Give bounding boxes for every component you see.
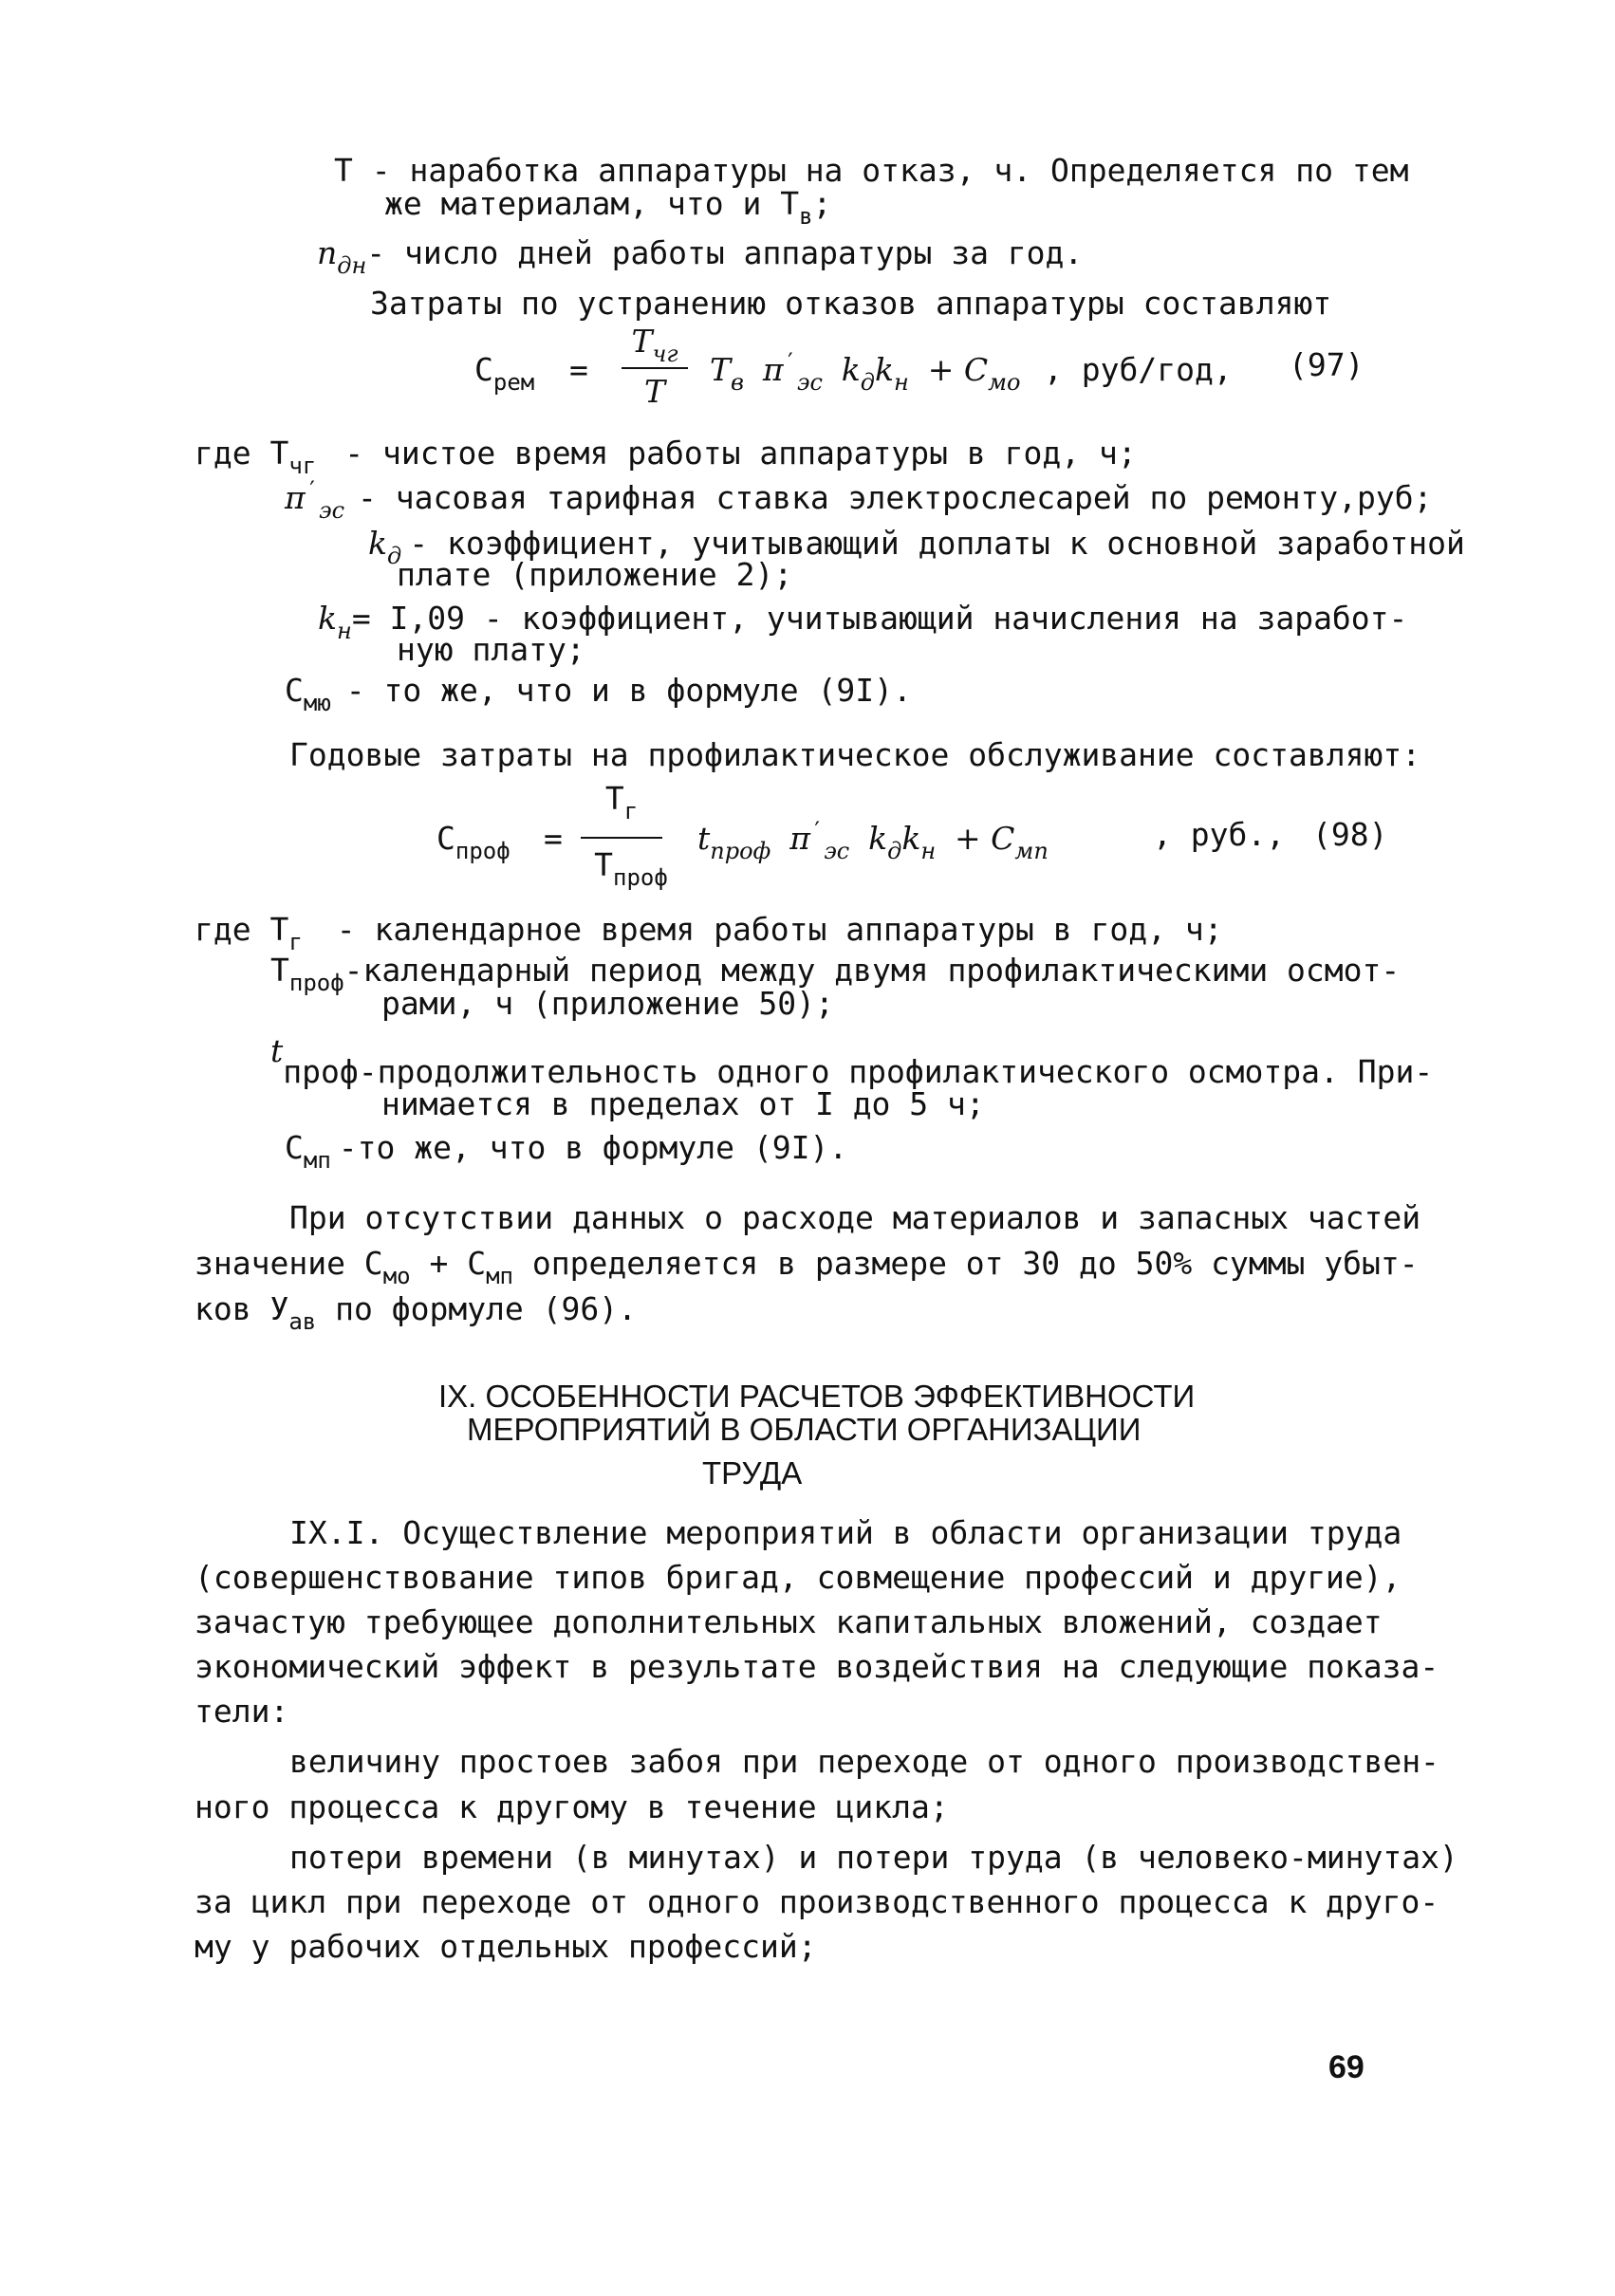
formula-98-intro: Годовые затраты на профилактическое обслуживание составляют: [289,736,1421,773]
formula-97-denominator: Т [643,373,665,410]
formula-97-fraction-bar [622,367,688,369]
formula-97-unit: , руб/год, [1044,351,1233,388]
formula-97-numerator: $Т_{чг}$ [631,323,678,367]
para-materials-line-3: ков $У_{ав}$ по формуле (96). [195,1290,638,1335]
formula-98-lhs: $С_{проф}$ [436,820,510,864]
formula-98-numerator: $Т_г$ [604,780,639,824]
formula-97-terms: $Т_в$ $\pi'_{эс}$ $k_дk_н + С_{мо}$ [710,348,1021,396]
para-materials-line-2: значение $С_{мо} + С_{мп}$ определяется в размере от 30 до 50% суммы убыт- [195,1245,1419,1289]
formula-97-equals: = [569,351,588,388]
w97-line-2: $\pi'_{эс}$ - часовая тарифная ставка электрослесарей по ремонту,руб; [285,476,1433,524]
formula-97-number: (97) [1289,346,1364,383]
para-ix1-line-1: IX.I. Осуществление мероприятий в области организации труда [289,1514,1402,1551]
para-idle-line-2: ного процесса к другому в течение цикла; [195,1788,949,1825]
para-ix1-line-2: (совершенствование типов бригад, совмещение профессий и другие), [195,1559,1402,1596]
w97-line-3-cont: плате (приложение 2); [397,556,793,593]
formula-97-lhs: $С_{рем}$ [474,351,535,396]
page-number: 69 [1328,2049,1364,2085]
w97-line-4: $k_н= I,09$ - коэффициент, учитывающий начисления на заработ- [318,600,1408,644]
w97-line-3: $k_д$ - коэффициент, учитывающий доплаты к основной заработной [368,525,1465,569]
para-losses-line-3: му у рабочих отдельных профессий; [195,1928,817,1965]
formula-98-terms: $t_{проф}$ $\pi'_{эс}$ $k_дk_н + С_{мп}$ [697,817,1049,864]
para-losses-line-2: за цикл при переходе от одного производственного процесса к друго- [195,1883,1439,1920]
section-heading-line-2: МЕРОПРИЯТИЙ В ОБЛАСТИ ОРГАНИЗАЦИИ [467,1412,1142,1447]
formula-97-intro: Затраты по устранению отказов аппаратуры составляют [370,285,1332,322]
para-ix1-line-3: зачастую требующее дополнительных капитальных вложений, создает [195,1603,1383,1640]
section-heading-line-3: ТРУДА [702,1455,803,1491]
para-materials-line-1: При отсутствии данных о расходе материалов и запасных частей [289,1199,1421,1236]
w97-line-1: где $Т_{чг}$ - чистое время работы аппаратуры в год, ч; [195,435,1137,479]
para-losses-line-1: потери времени (в минутах) и потери труда (в человеко-минутах) [289,1839,1458,1876]
formula-98-number: (98) [1312,816,1388,853]
para-ix1-line-4: экономический эффект в результате воздействия на следующие показа- [195,1648,1439,1685]
formula-98-fraction-bar [581,837,662,839]
formula-98-denominator: $Т_{проф}$ [594,846,668,891]
n-dn-definition: $n_{дн}-$ число дней работы аппаратуры за год. [317,234,1084,279]
w98-line-4: $С_{мп}$ -то же, что в формуле (9I). [285,1129,848,1174]
w98-line-3-cont: нимается в пределах от I до 5 ч; [381,1085,985,1122]
formula-98-unit: , руб., [1153,816,1286,853]
w97-line-4-cont: ную плату; [397,631,585,668]
w98-line-2-cont: рами, ч (приложение 50); [381,985,834,1022]
w98-line-2: $Т_{проф}$-календарный период между двумя профилактическими осмот- [270,952,1401,996]
para-ix1-line-5: тели: [195,1693,289,1730]
formula-98-equals: = [544,820,563,857]
t-definition-line-1: Т - наработка аппаратуры на отказ, ч. Определяется по тем [334,152,1409,189]
para-idle-line-1: величину простоев забоя при переходе от одного производствен- [289,1743,1439,1780]
t-definition-line-2: же материалам, что и $Т_в$; [384,185,832,230]
w97-line-5: $С_{мю}$ - то же, что и в формуле (9I). [285,672,912,716]
w98-line-3: tпроф-продолжительность одного профилактического осмотра. При- [270,1032,1434,1090]
w98-line-1: где $Т_г$ - календарное время работы аппаратуры в год, ч; [195,911,1223,955]
section-heading-line-1: IX. ОСОБЕННОСТИ РАСЧЕТОВ ЭФФЕКТИВНОСТИ [438,1379,1196,1414]
